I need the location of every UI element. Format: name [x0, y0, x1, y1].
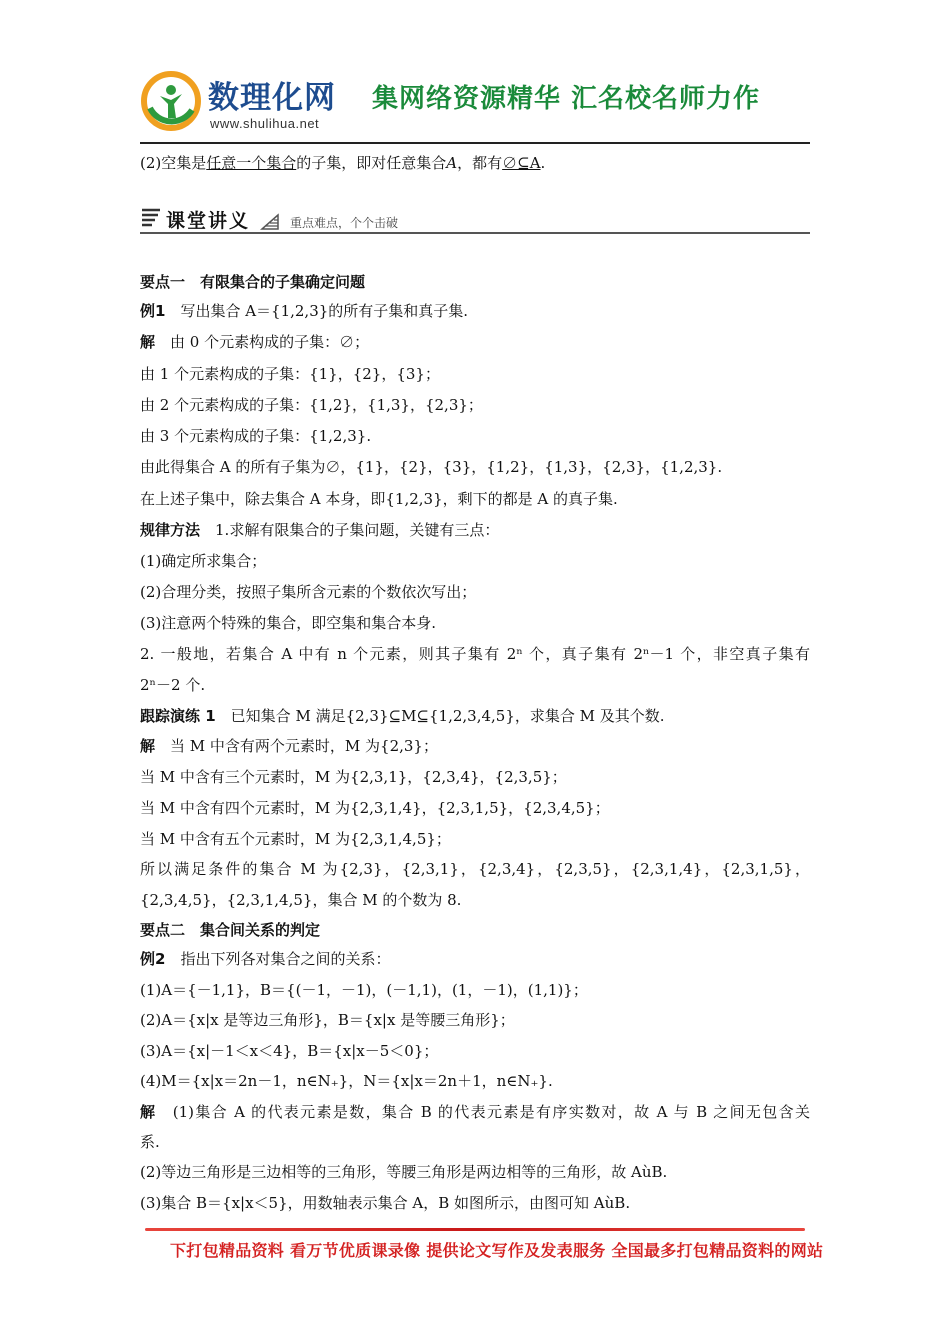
answer-line: 系. [140, 1133, 160, 1151]
header-slogan: 集网络资源精华 汇名校名师力作 [372, 84, 761, 114]
solution-line: 当 M 中含有五个元素时，M 为{2,3,1,4,5}； [140, 830, 451, 848]
section-banner [140, 205, 810, 235]
rule-method: 规律方法 1.求解有限集合的子集问题，关键有三点： [140, 521, 500, 539]
solution-line: 由此得集合 A 的所有子集为∅，{1}，{2}，{3}，{1,2}，{1,3}，{2,3}，{1,2,3}. [140, 458, 723, 476]
solution-line: {2,3,4,5}，{2,3,1,4,5}，集合 M 的个数为 8. [140, 891, 462, 909]
answer-line: 解 (1)集合 A 的代表元素是数，集合 B 的代表元素是有序实数对，故 A 与 B 之间无包含关 [140, 1103, 810, 1121]
solution-line: 所以满足条件的集合 M 为{2,3}，{2,3,1}，{2,3,4}，{2,3,5}，{2,3,1,4}，{2,3,1,5}， [140, 860, 810, 878]
solution-line: 由 3 个元素构成的子集：{1,2,3}. [140, 427, 372, 445]
key-point-1: 要点一 有限集合的子集确定问题 [140, 273, 366, 291]
stripes-tail-icon [260, 213, 280, 231]
footer-divider [145, 1228, 805, 1231]
header-divider [140, 142, 810, 144]
logo-icon [140, 70, 202, 132]
solution-line: 当 M 中含有三个元素时，M 为{2,3,1}，{2,3,4}，{2,3,5}； [140, 768, 567, 786]
logo-url[interactable]: www.shulihua.net [210, 116, 320, 131]
example-item: (4)M＝{x|x＝2n－1，n∈N₊}，N＝{x|x＝2n＋1，n∈N₊}. [140, 1072, 553, 1090]
rule-line: (2)合理分类，按照子集所含元素的个数依次写出； [140, 583, 477, 601]
key-point-2: 要点二 集合间关系的判定 [140, 921, 321, 939]
section-title: 课堂讲义 [166, 210, 251, 232]
footer-banner[interactable]: 下打包精品资料 看万节优质课录像 提供论文写作及发表服务 全国最多打包精品资料的网站 [170, 1241, 824, 1260]
rule-line: (1)确定所求集合； [140, 552, 267, 570]
intro-line: (2)空集是任意一个集合的子集，即对任意集合A，都有∅⊆A. [140, 154, 546, 172]
rule-line: 2. 一般地，若集合 A 中有 n 个元素，则其子集有 2ⁿ 个，真子集有 2ⁿ－1 个，非空真子集有 [140, 645, 810, 663]
rule-line: (3)注意两个特殊的集合，即空集和集合本身. [140, 614, 437, 632]
example-2: 例2 指出下列各对集合之间的关系： [140, 950, 391, 968]
stripes-icon [140, 208, 162, 230]
solution-line: 解 当 M 中含有两个元素时，M 为{2,3}； [140, 737, 438, 755]
solution-line: 由 2 个元素构成的子集：{1,2}，{1,3}，{2,3}； [140, 396, 483, 414]
solution-line: 由 1 个元素构成的子集：{1}，{2}，{3}； [140, 365, 440, 383]
solution-line: 当 M 中含有四个元素时，M 为{2,3,1,4}，{2,3,1,5}，{2,3,4,5}； [140, 799, 610, 817]
logo-text: 数理化网 [208, 80, 336, 116]
solution-line: 解 由 0 个元素构成的子集：∅； [140, 333, 370, 351]
answer-line: (2)等边三角形是三边相等的三角形，等腰三角形是两边相等的三角形，故 AùB. [140, 1163, 668, 1181]
rule-line: 2ⁿ－2 个. [140, 676, 206, 694]
example-1: 例1 写出集合 A＝{1,2,3}的所有子集和真子集. [140, 302, 469, 320]
solution-line: 在上述子集中，除去集合 A 本身，即{1,2,3}，剩下的都是 A 的真子集. [140, 490, 618, 508]
answer-line: (3)集合 B＝{x|x＜5}，用数轴表示集合 A，B 如图所示，由图可知 AùB. [140, 1194, 631, 1212]
example-item: (2)A＝{x|x 是等边三角形}，B＝{x|x 是等腰三角形}； [140, 1011, 515, 1029]
tracking-exercise: 跟踪演练 1 已知集合 M 满足{2,3}⊆M⊆{1,2,3,4,5}，求集合 M 及其个数. [140, 707, 665, 725]
site-header [140, 70, 810, 145]
section-divider [140, 232, 810, 234]
example-item: (3)A＝{x|－1＜x＜4}，B＝{x|x－5＜0}； [140, 1042, 439, 1060]
example-item: (1)A＝{－1,1}，B＝{(－1，－1)，(－1,1)，(1，－1)，(1,1)}； [140, 981, 588, 999]
section-subtitle: 重点难点，个个击破 [290, 216, 399, 230]
